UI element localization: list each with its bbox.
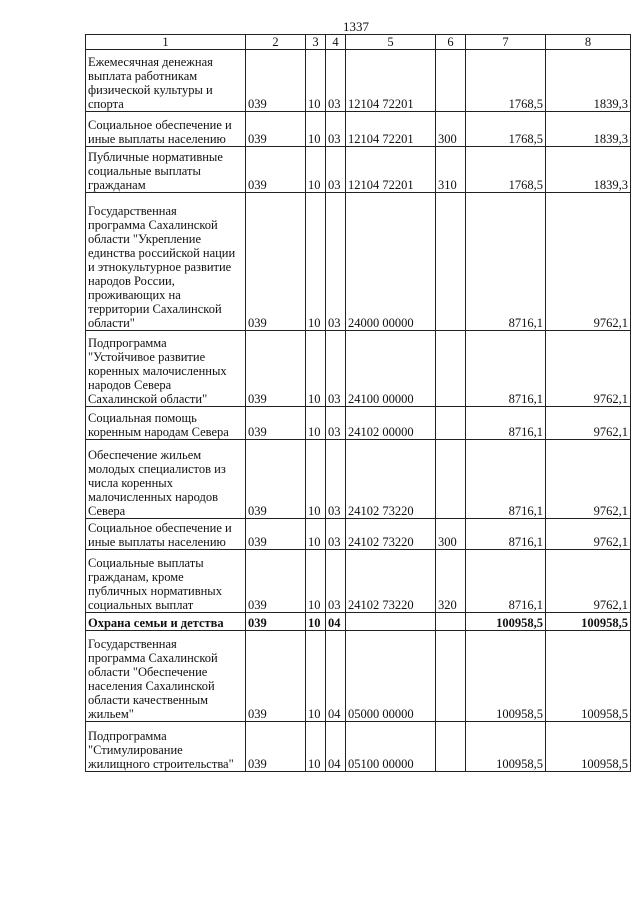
expense-type-code [436, 722, 466, 772]
target-article-code: 24102 73220 [346, 440, 436, 519]
amount-year-2: 1839,3 [546, 147, 631, 193]
column-header: 4 [326, 35, 346, 50]
expense-type-code: 300 [436, 519, 466, 550]
ministry-code: 039 [246, 193, 306, 331]
target-article-code: 05000 00000 [346, 631, 436, 722]
subsection-code: 03 [326, 147, 346, 193]
amount-year-1: 8716,1 [466, 331, 546, 407]
amount-year-1: 1768,5 [466, 50, 546, 112]
row-name: Социальные выплаты гражданам, кроме публичных нормативных социальных выплат [86, 550, 246, 613]
amount-year-1: 100958,5 [466, 613, 546, 631]
subsection-code: 03 [326, 440, 346, 519]
ministry-code: 039 [246, 550, 306, 613]
expense-type-code [436, 631, 466, 722]
section-code: 10 [306, 193, 326, 331]
table-row [86, 519, 631, 550]
table-row [86, 613, 631, 631]
target-article-code: 12104 72201 [346, 50, 436, 112]
ministry-code: 039 [246, 440, 306, 519]
section-code: 10 [306, 722, 326, 772]
budget-table [85, 34, 631, 772]
expense-type-code: 310 [436, 147, 466, 193]
target-article-code: 12104 72201 [346, 112, 436, 147]
expense-type-code [436, 50, 466, 112]
ministry-code: 039 [246, 613, 306, 631]
subsection-code: 04 [326, 722, 346, 772]
table-row [86, 147, 631, 193]
ministry-code: 039 [246, 722, 306, 772]
column-header: 6 [436, 35, 466, 50]
expense-type-code [436, 407, 466, 440]
ministry-code: 039 [246, 519, 306, 550]
row-name: Государственная программа Сахалинской области "Обеспечение населения Сахалинской области качественным жильем" [86, 631, 246, 722]
target-article-code: 05100 00000 [346, 722, 436, 772]
table-row [86, 631, 631, 722]
amount-year-2: 9762,1 [546, 193, 631, 331]
table-row [86, 331, 631, 407]
row-name: Публичные нормативные социальные выплаты гражданам [86, 147, 246, 193]
ministry-code: 039 [246, 147, 306, 193]
section-code: 10 [306, 440, 326, 519]
section-code: 10 [306, 550, 326, 613]
column-header: 1 [86, 35, 246, 50]
expense-type-code: 300 [436, 112, 466, 147]
target-article-code: 12104 72201 [346, 147, 436, 193]
table-row [86, 550, 631, 613]
page-number: 1337 [343, 19, 369, 34]
expense-type-code [436, 440, 466, 519]
amount-year-2: 100958,5 [546, 613, 631, 631]
amount-year-1: 8716,1 [466, 550, 546, 613]
section-code: 10 [306, 147, 326, 193]
amount-year-2: 9762,1 [546, 550, 631, 613]
amount-year-2: 9762,1 [546, 440, 631, 519]
row-name: Социальное обеспечение и иные выплаты населению [86, 112, 246, 147]
table-row [86, 407, 631, 440]
section-code: 10 [306, 407, 326, 440]
amount-year-1: 1768,5 [466, 112, 546, 147]
subsection-code: 03 [326, 331, 346, 407]
row-name: Ежемесячная денежная выплата работникам физической культуры и спорта [86, 50, 246, 112]
expense-type-code [436, 613, 466, 631]
row-name: Социальное обеспечение и иные выплаты населению [86, 519, 246, 550]
target-article-code: 24102 00000 [346, 407, 436, 440]
column-header: 8 [546, 35, 631, 50]
row-name: Социальная помощь коренным народам Севера [86, 407, 246, 440]
subsection-code: 03 [326, 550, 346, 613]
section-code: 10 [306, 112, 326, 147]
row-name: Охрана семьи и детства [86, 613, 246, 631]
expense-type-code: 320 [436, 550, 466, 613]
target-article-code: 24102 73220 [346, 550, 436, 613]
amount-year-2: 1839,3 [546, 112, 631, 147]
row-name: Обеспечение жильем молодых специалистов из числа коренных малочисленных народов Севера [86, 440, 246, 519]
expense-type-code [436, 193, 466, 331]
ministry-code: 039 [246, 631, 306, 722]
amount-year-1: 8716,1 [466, 407, 546, 440]
section-code: 10 [306, 519, 326, 550]
target-article-code: 24000 00000 [346, 193, 436, 331]
table-row [86, 50, 631, 112]
table-row [86, 112, 631, 147]
amount-year-2: 100958,5 [546, 631, 631, 722]
subsection-code: 03 [326, 407, 346, 440]
subsection-code: 03 [326, 519, 346, 550]
amount-year-1: 100958,5 [466, 722, 546, 772]
amount-year-2: 100958,5 [546, 722, 631, 772]
row-name: Государственная программа Сахалинской области "Укрепление единства российской нации и этнокультурное развитие народов России, проживающих на территории Сахалинской области" [86, 193, 246, 331]
amount-year-1: 1768,5 [466, 147, 546, 193]
ministry-code: 039 [246, 407, 306, 440]
column-header: 3 [306, 35, 326, 50]
ministry-code: 039 [246, 331, 306, 407]
section-code: 10 [306, 613, 326, 631]
subsection-code: 03 [326, 50, 346, 112]
subsection-code: 04 [326, 613, 346, 631]
row-name: Подпрограмма "Стимулирование жилищного строительства" [86, 722, 246, 772]
row-name: Подпрограмма "Устойчивое развитие коренных малочисленных народов Севера Сахалинской области" [86, 331, 246, 407]
column-header: 5 [346, 35, 436, 50]
expense-type-code [436, 331, 466, 407]
subsection-code: 03 [326, 112, 346, 147]
ministry-code: 039 [246, 112, 306, 147]
table-row [86, 193, 631, 331]
target-article-code [346, 613, 436, 631]
ministry-code: 039 [246, 50, 306, 112]
subsection-code: 03 [326, 193, 346, 331]
column-header: 2 [246, 35, 306, 50]
section-code: 10 [306, 631, 326, 722]
section-code: 10 [306, 331, 326, 407]
target-article-code: 24100 00000 [346, 331, 436, 407]
subsection-code: 04 [326, 631, 346, 722]
amount-year-2: 1839,3 [546, 50, 631, 112]
section-code: 10 [306, 50, 326, 112]
target-article-code: 24102 73220 [346, 519, 436, 550]
amount-year-2: 9762,1 [546, 407, 631, 440]
table-row [86, 722, 631, 772]
amount-year-1: 8716,1 [466, 193, 546, 331]
table-row [86, 440, 631, 519]
column-number-row [86, 35, 631, 50]
column-header: 7 [466, 35, 546, 50]
amount-year-1: 100958,5 [466, 631, 546, 722]
amount-year-2: 9762,1 [546, 519, 631, 550]
amount-year-1: 8716,1 [466, 440, 546, 519]
amount-year-2: 9762,1 [546, 331, 631, 407]
amount-year-1: 8716,1 [466, 519, 546, 550]
